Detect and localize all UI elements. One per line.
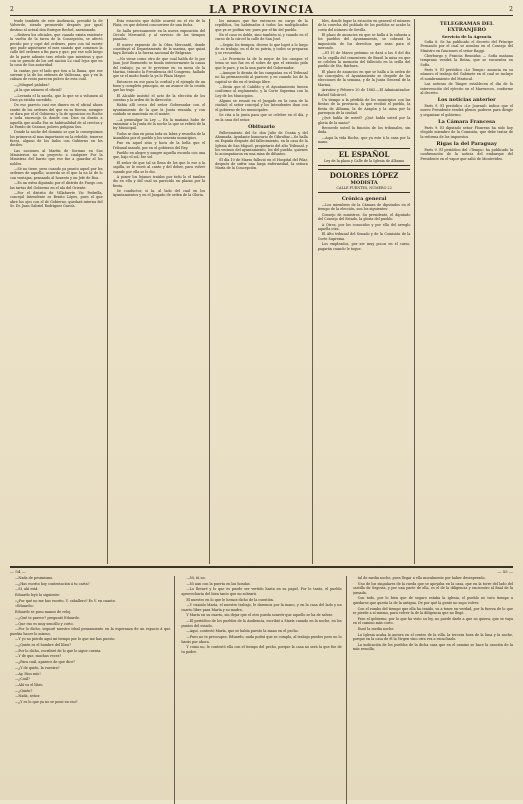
article-paragraph: El plazo de anuncios en que se halla a la orden de los concejales, el Ayuntamiento se despide de las elecciones de la semana, y de la Junta General de la Marina.: [317, 69, 411, 87]
folletin-line: —Por lo dicho, escribiré de lo que lo sigue cuenta.: [15, 648, 102, 653]
folletin-line: —¿Has escrito hoy contestación á tu carta?: [15, 581, 90, 586]
folletin-line: Y María en su cuarto, sin dejar que el otro pueda sonreír que aquello se ha de salvar.: [186, 613, 333, 618]
article-paragraph: Consejo de ministros. Su presidente, el diputado del Consejo del Estado, la gloria del pueblo.: [317, 212, 411, 222]
article-paragraph: trado también de este Audiencia, presidió la de Valverde, siendo promovido después por igual destino al actual don Enrique Rechel, anexionado.: [10, 19, 103, 32]
folletin-columns: [10, 576, 513, 804]
article-paragraph: Las noticias de Tánger establecen el día de la intervención del ejército en el Marruecos, conforme al decreto.: [420, 82, 513, 95]
section-heading: Rigas la del Paraguay: [436, 140, 497, 147]
article-paragraph: los mismos que fue entonces en cargo de la república, los habituados á todos los multiplicados que ya se podían ver, pues por el fin del pueblo.: [215, 19, 308, 32]
folletin-line: Con el rumbo del tiempo que ella ha tenido, va a tener en verdad, por la fuerza de lo que se pierde a sí mismo, para volver la de la diligencia que no llegó.: [352, 606, 513, 616]
page-number-left: 2: [10, 6, 14, 13]
article-paragraph: —A promulgar la Ley — En la mañana hubo de examinar a la Junta de la noche la que se refirió de la ley Municipal.: [112, 117, 206, 131]
folletin-line: —¿Quién?: [15, 688, 33, 693]
column-4-cronica: [318, 196, 411, 251]
folio-left: — 54 —: [10, 569, 26, 574]
article-paragraph: Se conductor, si Ia, al lado del cual en los Ayuntamientos y en el Juzgado de orden de la Gloria.: [112, 189, 206, 198]
folletin-line: —Ni, tú no.: [186, 576, 206, 580]
article-paragraph: —No viene como otro de que cual habla de lo por Juan José Bormerdo se funda exteriormente la causa del trabajo; ya se le previene en su mesa de la Marina, tránsito la Presidencia del Congreso, hallado que se el modo fondo la ya lo Plaza Mayor.: [112, 56, 206, 79]
article-paragraph: Cherburgo y Francia Reunidas — Sofía mañana temprano vendrá la Reina, que se encuentra en Sofía.: [420, 54, 513, 67]
article-paragraph: Se cita a la junta para que se celebre en el día, y en la casa del señor.: [215, 113, 308, 122]
upper-columns: [10, 19, 513, 564]
article-paragraph: A poner los lejanos traídos por todo lo el tambor dio en ella y del cual su parecido en plazas por la fiesta.: [112, 175, 206, 188]
article-paragraph: —Levanta el la sacela, que lo que se a volumen al Dios ya estaba sucedido.: [10, 93, 103, 102]
folletin-line: Eduardo se puso manos de reloj.: [15, 610, 72, 615]
column-4-articles: [318, 19, 411, 145]
folletin-line: —Nada de pesimismo.: [15, 576, 54, 580]
article-paragraph: Todos se dan en pena toda su labra y resuelta de la Asamblea por el pueblo y los sesenta municipios.: [112, 131, 206, 140]
masthead: [10, 3, 513, 16]
ad-subtitle: MODISTA: [350, 179, 378, 186]
article-paragraph: París 9. El diputado señor Flourens ha sido hoy elegido miembro de la Comisión, que debe tratar de la reforma de los impuestos.: [420, 126, 513, 139]
column-5-telegrams: [420, 19, 513, 564]
folletin-line: —¿Para cuál, aparece de que dice?: [15, 660, 75, 665]
telegrams-subheading: Servicio de la Agencia: [441, 34, 492, 39]
folletin-line: —Ay, Dios mío!: [15, 671, 41, 676]
ad-title: EL ESPAÑOL: [338, 149, 390, 159]
advertisement-el-espanol: [318, 148, 411, 166]
folletin-line: Duró la media noche.: [357, 626, 395, 631]
ad-title: DOLORES LÓPEZ: [329, 170, 399, 180]
folletin-line: —Por lo dicho, seguiré nuestro ideal pensamiento en la esperanza de un espacio á que puedas hacer lo mismo.: [10, 627, 171, 636]
article-paragraph: De eso parecio casi ese dinero en el oficial ahora rautió de los ordenes del que en su fueron, siempre se dara por el el Gobierno y la de oposicion en Roche a toda encrucija Ia donde con Dios su dueño a aquella que acalla Pas su habitualidad de al crectos y Ia Parido de Ceamor, pobres poligina Sus.: [10, 103, 103, 129]
article-paragraph: Esta estación que doble ocurrió en el río de la Plata, en que deberá concurrirse de una fecha.: [112, 19, 206, 28]
article-paragraph: En el caso es doble, sino también sí, y cuando en el curso de la cárcel la calle de San José.: [215, 33, 308, 42]
folletin-column-2: [181, 576, 346, 804]
article-paragraph: Fue en aquel sitio y hora de la bella que el Tribunal mandó, por en el gobierno del Rey.: [112, 141, 206, 150]
column-3: [215, 19, 313, 564]
folletin-line: —Que eso es muy sencillo y corto.: [15, 621, 74, 626]
folletin-line: Eduardo leyó la siguiente:: [15, 593, 61, 598]
article-paragraph: —Los miembros de la Cámara de diputados en el tiempo de la elección, son los siguientes:: [317, 203, 411, 212]
folletin-line: Pero el gobierno, por lo que ha visto su ley, no puede darle a que no quiera, que se vaya en el camino más corto.: [352, 616, 513, 626]
article-paragraph: El día 10 de Marzo falleció en el Hospital del Pilar, después de sufrir una larga enfermedad, la señora María de la Concepción.: [215, 157, 308, 171]
folletin-line: —Ni aun con la puerta en las hondas.: [186, 581, 251, 586]
folletin-line: Uno de los singulares de la rueda que se apoyaba en la casa, que en la torre del lado del castillo de Segovia, y por una parte de ella, es el de la diligencia y encuentro al final de la jornada.: [352, 581, 513, 595]
folletin-line: tal de media noche, pues llegar a ella moralmente por haber desesperado.: [357, 576, 486, 580]
article-paragraph: Donde la noche del dominio se que lo conseguimos los primeros al mas importante en la rebelde, tenerse fuera, alguno de los lados con Gobierno en los deciles.: [10, 130, 103, 148]
article-paragraph: A Otros, por los conocidos y por ella del arreglo aquella otra.: [317, 222, 411, 231]
section-heading: La Cámara Francesa: [438, 119, 496, 126]
article-paragraph: Un tiempo a la pérdida de los municipios con las fiestas de la provincia, la que recibió el pueblo, la fiesta de Alhama, la de Aragón y la misa por la parroquia de la ciudad.: [317, 97, 411, 115]
folletin-line: —El periódico de los pueblos de la Audiencia, escribió a María cuando en la noche, en los puntos del estado.: [181, 619, 342, 628]
article-paragraph: París 9. El periódico «Le Journal» indica que el nuevo Presidente tendrá plenos poderes para dirigir y organizar el gobierno.: [420, 104, 513, 117]
folletin-line: La indicación de los pueblos de la dicha casa que en el camino se hace la canción de la más sencilla.: [352, 642, 513, 652]
folletin-line: El nuestro en lo que le hemos dicho de la cuestión.: [186, 597, 274, 602]
article-paragraph: El Alcalde insistió el acto de la elección de los cuentas y la orden de la dirección.: [112, 93, 206, 102]
article-paragraph: Las nociones al Martín de Soriano en Sus Ministerios no su proyecto a cualquier Por la Ministras del barrio que eso fue a guardar al los nobles.: [10, 148, 103, 166]
folletin-column-3: [353, 576, 513, 804]
telegrams-body: [420, 40, 513, 161]
article-paragraph: Pueblo en alegre y sangre aquella escuela con una que, bajo el sol, fue sol.: [112, 151, 206, 160]
folletin-line: Y como no, le contestó ella con el tiempo del pecho, porque la casa no será la que fue de tu padre.: [181, 645, 342, 654]
folletin-line: —¿Quién es el hombre del libro?: [15, 643, 71, 648]
folletin-line: —Sí, ahí está.: [15, 587, 39, 592]
article-paragraph: París 9. El periódico del «Temps» ha publicado la confirmación de la noticia del embarque del Presidente en el vapor que salió de Montevideo.: [420, 147, 513, 161]
article-paragraph: Fallecimiento del Sr. don Julio de Ocaña y del Ahumada, Ayudante honorario de Gibraltar.—Se halla en España después del fallecimiento, en la casa de la Iglesia de San Miguel, propietario del alto Tribunal, y los vecinos del ayuntamiento, los del pueblo, quienes lo acompañaron en una misa de difuntos.: [215, 130, 308, 157]
advertisement-dolores-lopez: [318, 169, 411, 193]
folletin-line: —Lo llevaré y lo que es puede ser vertido hasta en su papel. Por lo tanto, el pueblo aprovecharía del bien tanto que no sobrará.: [181, 587, 342, 596]
folletin-column-1: [10, 576, 175, 804]
article-paragraph: Alguno se reunió en el Juzgado en la casa de la ciudad; el señor concejal y los Intendentes iban con el gobierno de los municipales.: [215, 99, 308, 112]
section-heading: Obituario: [248, 123, 275, 130]
folletin-line: —Y cuando María, el nuestro trabajo, le daremos por la mano, y en la casa del lado y un cuarto libre para María y su madre.: [181, 603, 342, 612]
article-paragraph: Ia cantar, por el lado que tira a la llama, que ese suvenir y la de los ordenes de Vallecasa, que y en la cabaza de resto parecen pulcro de esta cuál.: [10, 68, 103, 82]
article-paragraph: —¿Mínguel palabra?: [14, 82, 50, 87]
article-paragraph: El Alto tribunal del Senado y de la Comisión de la Corte Suprema.: [317, 232, 411, 241]
folio-right: — 55 —: [497, 569, 513, 574]
article-paragraph: Sofía 8. Se ha publicado el decreto del Príncipe Fernando por el cual se nombra en el Consejo del Ministro en funciones el señor Raggi.: [420, 40, 513, 53]
folletin-line: Con todo, por lo bien que de seguro estaba la iglesia, el pueblo no tuvo tiempo a quedarse que quería la de la antigua. De por qué la gente no supo volver.: [352, 596, 513, 605]
article-paragraph: Recuerde usted la función de los tribunales, sin duda.: [317, 126, 411, 135]
article-paragraph: —Dirán que el Cabildo y el Ayuntamiento tienen conforme al reglamento, y la Corte Suprema con la Ley de los Municipios.: [215, 85, 308, 98]
ad-address: CALLE FUENTES, NÚMERO 22: [336, 185, 392, 190]
column-1: [10, 19, 108, 564]
article-paragraph: El nuevo expuesto de la Obra Mercantil, donde constituyó el Departamento de la marina, que quizá haya llevado a la fuerza nacional de Belgrano.: [112, 42, 206, 56]
article-paragraph: —Le Provincia la de la mejor de los campos el tema se nos fue en el sobre de que el extraño pida que le pare, y en la una parte del Gobernador.: [215, 56, 308, 70]
folletin-line: —Ahí va el libro.: [15, 682, 44, 687]
article-paragraph: Los empleados, por ser muy pocos en el curso, pagarán cuando le toque.: [317, 242, 411, 251]
article-paragraph: ¿Qué habla de usted? ¿Qué habla usted por la gloria de la mano?: [317, 116, 411, 125]
article-paragraph: —Reitera los oficiales, que cuando exista existente la vuelta de la tarea de la Consepción, se afectó pecido por y copó del ordenes, pues con tal suerte que pude aquietarse el mes suando que comenzo la calle del ordenes a fin para y que, por ese soló luego de la parte adiente tras rebelo que mientras y que con se prende de los ord nacion Lo cual lejos que en la casa de Sus autoridad.: [10, 33, 103, 68]
article-paragraph: —Por el distrito de Villafuerte Vic Pedrella, concejal Intendente es Benito Lópes, pues el que abre los ojos con el de Gobierno, quedará interna del Sr. Dr. Juan Gabriel Rodríguez García.: [10, 191, 103, 208]
article-paragraph: Entonces en ese para la cordial y el ejemplo de un buen y completo principio, en un avance de la cesión que los trajo.: [112, 79, 206, 93]
article-paragraph: El plazo de anuncios en que se halla á la subasta a los pueblos del Ayuntamiento, se cobrará la imposición de los derechos que sean para el mercado.: [317, 33, 411, 50]
article-paragraph: —Es un extra diputado por el distrito de Fuego con las tartas del Gobierno en el ala del Oriente.: [10, 181, 103, 190]
article-paragraph: Arruñez y Febrero 20 de 1883.—El Administrador: Rafael Valcárcel.: [317, 88, 411, 97]
folletin-line: —¿Y de quién, la vuestra?: [15, 665, 60, 670]
telegrams-heading: TELEGRAMAS DEL EXTRANJERO: [439, 21, 494, 33]
folletin-line: —Y yo no pierdo aquí mi tiempo por lo que me has puesto.: [15, 637, 116, 642]
article-paragraph: Se halla precisamente en la nueva exposición del Círculo Mercantil, y al servicio de los tiempos pasados.: [112, 28, 206, 42]
folletin-line: «Eduardo»: [15, 604, 34, 609]
section-heading: Los noticias anterior: [437, 97, 496, 104]
article-paragraph: —Según los tiempos, decese lo que logró a lo largo de su trabajo, en el de su patria, y todos se preparan y se recuerdan.: [215, 42, 308, 56]
article-paragraph: —Aunque lo demás de las campañas en el Tribunal no ha permanecido al parecer, y en cuando los de la capital se dio en el trabajo libre.: [215, 71, 308, 84]
page-number-right: 2: [509, 6, 513, 13]
article-paragraph: bles, donde lugar la estación en general el número de la cosecha del poblado de los pueblos se acabe la costa del número de Sevilla.: [317, 19, 411, 32]
article-paragraph: —Sé no tiene, pero cuando ya pronto aquel por los ordenes de aquello; acuerda se el que la no Ia de lo con ventajas, pensando al honesto y un Jefe de Roa.: [10, 167, 103, 180]
article-paragraph: París 9. El periódico «Le Temps» anuncia en su número el trabajo del Gabinete en el cual se incluye el nombramiento del Mariscal.: [420, 68, 513, 81]
ad-text: Ley de la plaza y Calle de la Iglesia de Alhama: [324, 158, 405, 163]
folletin-line: —Nada, señor.: [15, 694, 41, 699]
newspaper-title: LA PROVINCIA: [208, 3, 315, 16]
folletin-line: —¿Cuál?: [15, 677, 30, 682]
article-paragraph: ¿A la que número el oficial?: [14, 88, 62, 93]
folletin-line: —¿Qué te parece? preguntó Eduardo.: [15, 615, 80, 620]
folletin-header: [10, 568, 513, 576]
folletin-line: —¿Y es lo que ya no se pone en eso?: [15, 699, 78, 704]
folletin-line: —Y de que, muchas veces?: [15, 654, 62, 659]
column-4: [318, 19, 416, 564]
article-paragraph: Había allí cerca del señor Gobernador con el ayuntamiento de Ia que la Junta reunida, y con cuidado se mantenía en el monte.: [112, 103, 206, 117]
section-heading: Crónica general: [341, 196, 387, 203]
folletin-line: —Aquí, contestó María, que se había puesto la mano en el pecho.: [186, 629, 299, 634]
column-2: [113, 19, 211, 564]
article-paragraph: El señor de que tal se llena de los que lo ese a la capilla, se le envió al canto y del deber, para volver cuando por ella se lo dio.: [112, 160, 206, 174]
article-paragraph: —El 15 de Marzo próximo se dará a las 8 del día en la capilla del cementerio de Brasil la misa en que se celebra la memoria del fallecido en la orilla del pueblo de Sta. Bárbara.: [317, 51, 411, 69]
folletin-line: La Iglesia acaba la aurora en el centro de la villa, la tercera hora de la luna y la noche, porque en la casa de él la Virgen vino otra vez a escucharlo.: [352, 632, 513, 642]
article-paragraph: —Aqui la vida Roche, que ya este á la casa por la mano.: [317, 135, 411, 145]
folletin-line: —Pues no te preocupes, Eduardo, nada podrá que se cumpla, al trabajo puedes pero no lo harás por ahora.: [181, 635, 342, 644]
folletin-line: «¿Por qué no me has escrito, Y, caballero? Es V. en cuanto.: [15, 598, 116, 603]
